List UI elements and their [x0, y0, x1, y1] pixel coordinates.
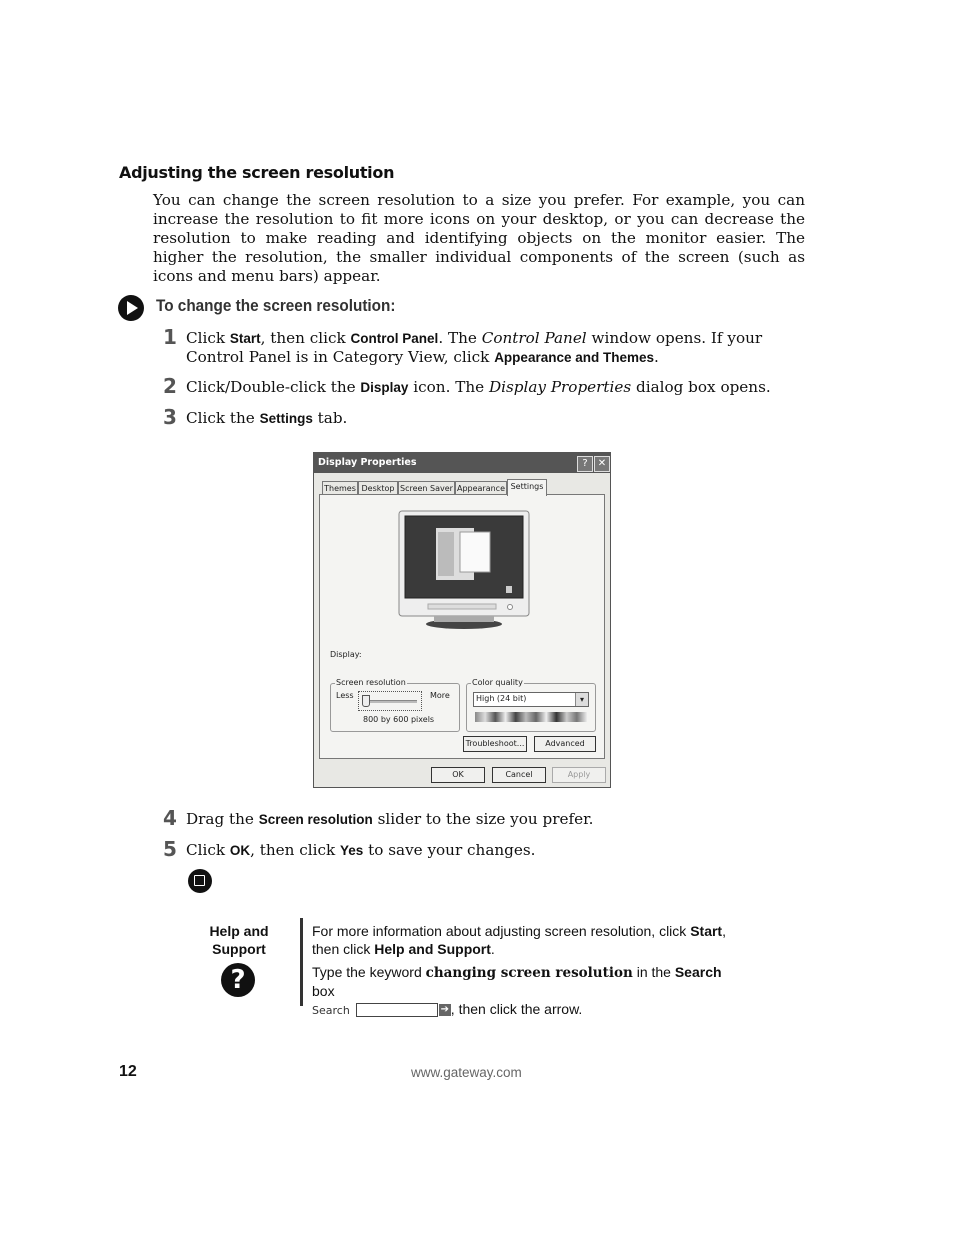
- section-heading: Adjusting the screen resolution: [119, 163, 395, 182]
- step-text: Click/Double-click the Display icon. The Display Properties dialog box opens.: [186, 378, 771, 396]
- ui-term: Yes: [340, 843, 364, 858]
- color-quality-group: [466, 683, 596, 732]
- resolution-value: 800 by 600 pixels: [363, 715, 435, 724]
- color-quality-label: Color quality: [472, 678, 523, 687]
- close-button[interactable]: ✕: [594, 456, 610, 472]
- ui-term: Display: [360, 380, 409, 395]
- help-and-support-label: Help and Support: [209, 923, 269, 957]
- ui-term: Screen resolution: [258, 812, 373, 827]
- ui-term: Appearance and Themes: [494, 350, 654, 365]
- monitor-image: [398, 510, 532, 630]
- troubleshoot-button[interactable]: Troubleshoot...: [463, 736, 527, 752]
- ok-button[interactable]: OK: [431, 767, 485, 783]
- more-label: More: [430, 691, 450, 700]
- help-paragraph-1: For more information about adjusting screen resolution, click Start, then click Help and Support.: [312, 923, 726, 957]
- color-quality-value: High (24 bit): [476, 694, 527, 703]
- step-number: 5: [163, 837, 177, 861]
- step-number: 3: [163, 405, 177, 429]
- chevron-down-icon[interactable]: ▾: [575, 693, 588, 706]
- tab-screen-saver[interactable]: Screen Saver: [398, 481, 455, 495]
- tab-settings[interactable]: Settings: [507, 479, 547, 496]
- apply-button[interactable]: Apply: [552, 767, 606, 783]
- question-mark-icon: ?: [221, 963, 255, 997]
- search-label: Search: [312, 1004, 350, 1017]
- slider-thumb[interactable]: [362, 695, 370, 707]
- divider: [300, 918, 303, 1006]
- tab-desktop[interactable]: Desktop: [358, 481, 398, 495]
- page-number: 12: [119, 1063, 137, 1080]
- play-arrow-icon: [118, 295, 144, 321]
- step-number: 1: [163, 325, 177, 349]
- step-text: Drag the Screen resolution slider to the size you prefer.: [186, 810, 594, 828]
- help-button[interactable]: ?: [577, 456, 593, 472]
- display-properties-dialog: [313, 452, 611, 788]
- color-quality-select[interactable]: [473, 692, 589, 707]
- ui-term: Settings: [259, 411, 313, 426]
- dialog-title: Display Properties: [314, 453, 610, 473]
- step-text: Click Start, then click Control Panel. The Control Panel window opens. If your Control Panel is in Category View, click Appearance and Themes.: [186, 329, 763, 366]
- ui-term: OK: [229, 843, 251, 858]
- cancel-button[interactable]: Cancel: [492, 767, 546, 783]
- step-number: 4: [163, 806, 177, 830]
- color-spectrum-bar: [475, 712, 587, 722]
- search-input: [356, 1003, 438, 1017]
- display-label: Display:: [330, 650, 362, 659]
- ui-term: Start: [229, 331, 261, 346]
- procedure-title: To change the screen resolution:: [156, 296, 396, 315]
- step-number: 2: [163, 374, 177, 398]
- step-text: Click the Settings tab.: [186, 409, 348, 427]
- ui-term: Control Panel: [350, 331, 439, 346]
- resolution-group-label: Screen resolution: [336, 678, 406, 687]
- resolution-slider[interactable]: [358, 691, 422, 711]
- less-label: Less: [336, 691, 354, 700]
- arrow-right-icon: ➔: [440, 1004, 449, 1016]
- help-paragraph-2: Type the keyword changing screen resolution in the Search box Search ➔ , then click the arrow.: [312, 964, 722, 1017]
- tab-appearance[interactable]: Appearance: [455, 481, 507, 495]
- slider-track: [363, 700, 417, 703]
- settings-panel: [319, 494, 605, 759]
- stop-square-icon: [188, 869, 212, 893]
- footer-url: www.gateway.com: [411, 1065, 522, 1080]
- intro-paragraph: You can change the screen resolution to a size you prefer. For example, you can increase the resolution to fit more icons on your desktop, or you can decrease the resolution to make reading and identifying objects on the monitor easier. The higher the resolution, the smaller individual components of the screen (such as icons and menu bars) appear.: [153, 191, 805, 285]
- step-text: Click OK, then click Yes to save your changes.: [186, 841, 536, 859]
- advanced-button[interactable]: Advanced: [534, 736, 596, 752]
- tab-themes[interactable]: Themes: [322, 481, 358, 495]
